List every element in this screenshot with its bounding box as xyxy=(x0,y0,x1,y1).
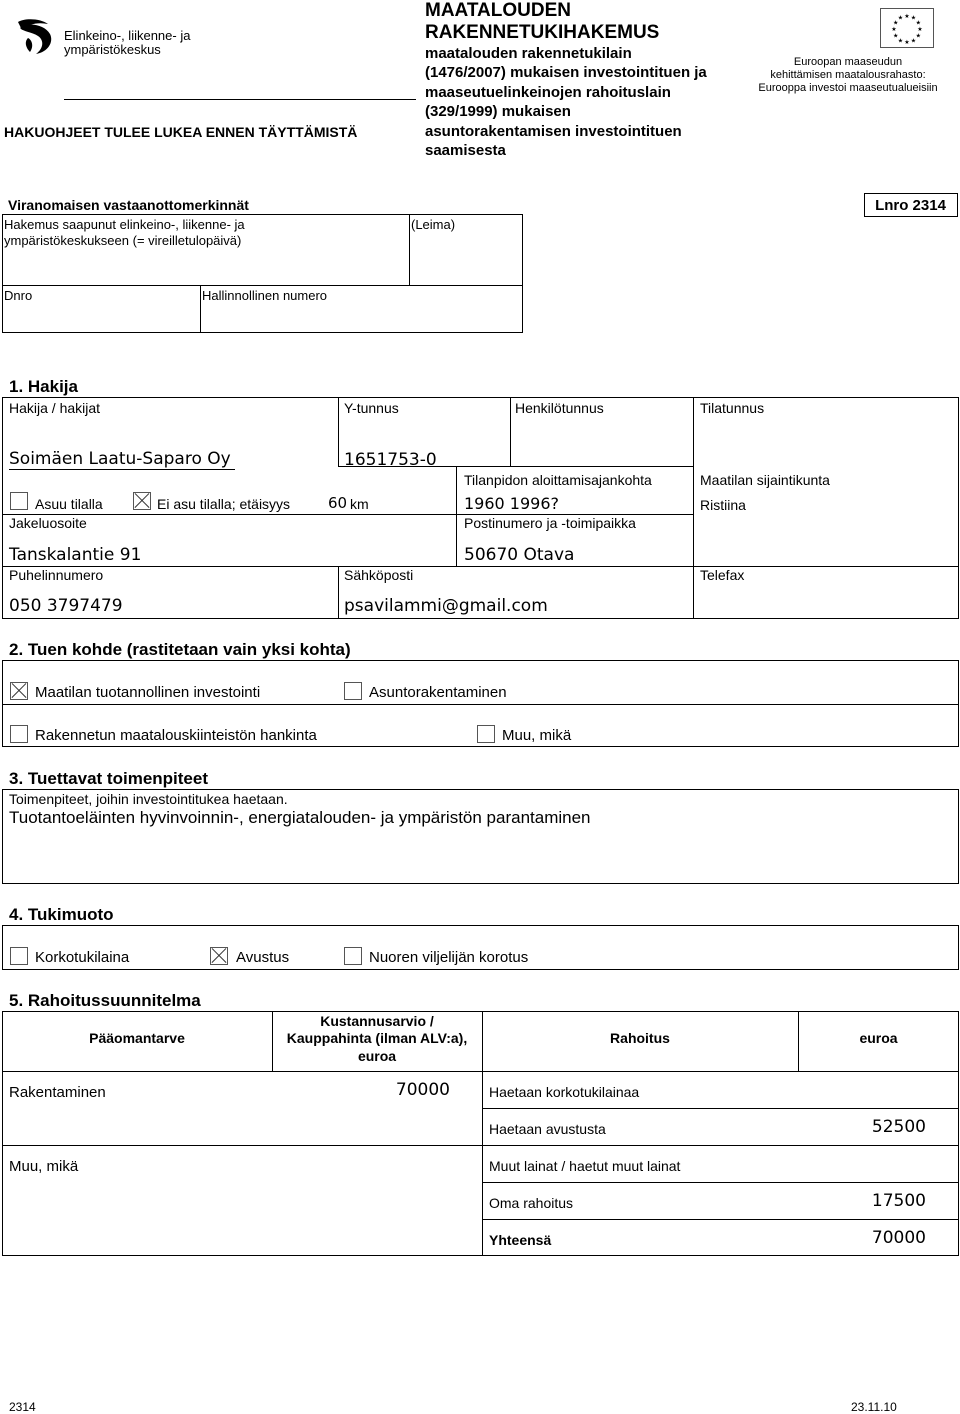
fin-total-value[interactable]: 70000 xyxy=(871,1228,926,1248)
logo-text-line1: Elinkeino-, liikenne- ja xyxy=(64,28,191,43)
svg-text:★: ★ xyxy=(915,32,921,40)
phone-input[interactable]: 050 3797479 xyxy=(9,596,123,616)
municipality-label: Maatilan sijaintikunta xyxy=(700,472,830,488)
svg-text:★: ★ xyxy=(897,14,904,22)
ely-logo-icon xyxy=(14,16,58,56)
email-label: Sähköposti xyxy=(344,567,414,583)
s5-hline-head xyxy=(2,1071,959,1072)
not-on-farm-checkbox[interactable] xyxy=(133,492,151,510)
eu-flag xyxy=(880,8,934,48)
fin-total-label: Yhteensä xyxy=(489,1232,552,1248)
lnro-box xyxy=(864,193,958,217)
row-other: Muu, mikä xyxy=(9,1158,79,1175)
measures-label: Toimenpiteet, joihin investointitukea haetaan. xyxy=(9,791,288,807)
fin-interest-loan: Haetaan korkotukilainaa xyxy=(489,1084,640,1100)
young-farmer-checkbox[interactable] xyxy=(344,947,362,965)
applicant-input[interactable]: Soimäen Laatu-Saparo Oy xyxy=(9,449,235,470)
svg-text:★: ★ xyxy=(910,14,917,22)
eu-text: Euroopan maaseudun kehittämisen maatalousrahasto: Eurooppa investoi maaseutualueisiin xyxy=(758,56,938,94)
fin-other-loans: Muut lainat / haetut muut lainat xyxy=(489,1158,681,1174)
stamp-label: (Leima) xyxy=(411,217,456,232)
grant-label: Avustus xyxy=(236,949,290,966)
col-cost-estimate: Kustannusarvio / Kauppahinta (ilman ALV:a), euroa xyxy=(286,1013,468,1064)
s1-vline-b xyxy=(510,397,511,466)
interest-loan-checkbox[interactable] xyxy=(10,947,28,965)
office-title: Viranomaisen vastaanottomerkinnät xyxy=(8,197,249,213)
office-divider xyxy=(409,214,410,286)
office-divider2 xyxy=(200,285,201,333)
s5-hline-1 xyxy=(482,1108,959,1109)
s1-hline-c xyxy=(2,566,959,567)
col-financing: Rahoitus xyxy=(610,1030,670,1046)
section1-title: 1. Hakija xyxy=(9,377,78,396)
lives-on-farm-checkbox[interactable] xyxy=(10,492,28,510)
construction-value[interactable]: 70000 xyxy=(395,1080,450,1100)
lnro-text: Lnro 2314 xyxy=(875,197,946,214)
s1-vline-e xyxy=(338,566,339,619)
admin-number-label: Hallinnollinen numero xyxy=(202,288,328,303)
form-subtitle: maatalouden rakennetukilain (1476/2007) mukaisen investointituen ja maaseutuelinkeinojen rahoituslain (329/1999) mukaisen asuntorakentamisen investointituen saamisesta xyxy=(425,45,707,160)
lives-on-farm-label: Asuu tilalla xyxy=(35,496,103,512)
distance-unit: km xyxy=(350,496,369,512)
s5-hline-2 xyxy=(2,1145,959,1146)
s5-hline-4 xyxy=(482,1219,959,1220)
start-input[interactable]: 1960 1996? xyxy=(464,494,560,513)
row-construction: Rakentaminen xyxy=(9,1084,106,1101)
svg-text:★: ★ xyxy=(917,26,923,33)
section4-title: 4. Tukimuoto xyxy=(9,905,114,924)
s1-vline-d xyxy=(456,466,457,567)
received-label-line2: ympäristökeskukseen (= vireilletulopäivä) xyxy=(4,233,242,248)
form-title-line2: RAKENNETUKIHAKEMUS xyxy=(425,22,660,43)
eu-stars-icon xyxy=(881,9,933,47)
fin-grant-value[interactable]: 52500 xyxy=(871,1117,926,1137)
phone-label: Puhelinnumero xyxy=(9,567,104,583)
ytunnus-label: Y-tunnus xyxy=(344,400,399,416)
housing-label: Asuntorakentaminen xyxy=(369,684,507,701)
postal-input[interactable]: 50670 Otava xyxy=(464,545,575,565)
distance-input[interactable]: 60 xyxy=(328,494,348,512)
other-target-checkbox[interactable] xyxy=(477,725,495,743)
svg-text:★: ★ xyxy=(904,39,910,46)
ytunnus-input[interactable]: 1651753-0 xyxy=(344,450,437,470)
municipality-value[interactable]: Ristiina xyxy=(700,497,746,513)
email-input[interactable]: psavilammi@gmail.com xyxy=(344,596,548,616)
svg-text:★: ★ xyxy=(891,26,897,33)
col-euro: euroa xyxy=(859,1030,898,1046)
fax-label: Telefax xyxy=(700,567,745,583)
production-investment-checkbox[interactable] xyxy=(10,682,28,700)
svg-text:★: ★ xyxy=(893,32,899,40)
measures-input[interactable]: Tuotantoeläinten hyvinvoinnin-, energiatalouden- ja ympäristön parantaminen xyxy=(9,808,591,827)
section3-title: 3. Tuettavat toimenpiteet xyxy=(9,769,208,788)
svg-text:★: ★ xyxy=(904,13,910,20)
postal-label: Postinumero ja -toimipaikka xyxy=(464,515,636,531)
section5-title: 5. Rahoitussuunnitelma xyxy=(9,991,201,1010)
received-label-line1: Hakemus saapunut elinkeino-, liikenne- ja xyxy=(4,217,245,232)
interest-loan-label: Korkotukilaina xyxy=(35,949,130,966)
svg-text:★: ★ xyxy=(893,19,899,27)
address-input[interactable]: Tanskalantie 91 xyxy=(9,545,142,565)
applicant-label: Hakija / hakijat xyxy=(9,400,101,416)
col-capital-need: Pääomantarve xyxy=(89,1030,185,1046)
form-title-line1: MAATALOUDEN xyxy=(425,0,571,21)
s2-hline xyxy=(2,704,959,705)
property-acquisition-checkbox[interactable] xyxy=(10,725,28,743)
fin-own: Oma rahoitus xyxy=(489,1195,574,1211)
tilatunnus-label: Tilatunnus xyxy=(700,400,765,416)
svg-text:★: ★ xyxy=(910,37,917,45)
svg-text:★: ★ xyxy=(915,19,921,27)
header-rule xyxy=(64,99,416,100)
dnro-label: Dnro xyxy=(4,288,33,303)
office-hdivider xyxy=(2,285,523,286)
other-target-label: Muu, mikä xyxy=(502,727,572,744)
svg-text:★: ★ xyxy=(897,37,904,45)
property-acquisition-label: Rakennetun maatalouskiinteistön hankinta xyxy=(35,727,317,744)
s5-hline-3 xyxy=(482,1182,959,1183)
fin-own-value[interactable]: 17500 xyxy=(871,1191,926,1211)
fin-grant: Haetaan avustusta xyxy=(489,1121,606,1137)
footer-date: 23.11.10 xyxy=(851,1400,897,1414)
s1-vline-a xyxy=(338,397,339,466)
footer-reference: 2314 xyxy=(9,1400,36,1414)
housing-checkbox[interactable] xyxy=(344,682,362,700)
production-investment-label: Maatilan tuotannollinen investointi xyxy=(35,684,261,701)
henkilotunnus-label: Henkilötunnus xyxy=(515,400,604,416)
young-farmer-label: Nuoren viljelijän korotus xyxy=(369,949,529,966)
address-label: Jakeluosoite xyxy=(9,515,87,531)
grant-checkbox[interactable] xyxy=(210,947,228,965)
instructions-note: HAKUOHJEET TULEE LUKEA ENNEN TÄYTTÄMISTÄ xyxy=(4,124,358,140)
section2-title: 2. Tuen kohde (rastitetaan vain yksi kohta) xyxy=(9,640,351,659)
not-on-farm-label: Ei asu tilalla; etäisyys xyxy=(157,496,291,512)
start-label: Tilanpidon aloittamisajankohta xyxy=(464,472,652,488)
logo-text-line2: ympäristökeskus xyxy=(64,42,161,57)
s1-vline-c xyxy=(693,397,694,619)
